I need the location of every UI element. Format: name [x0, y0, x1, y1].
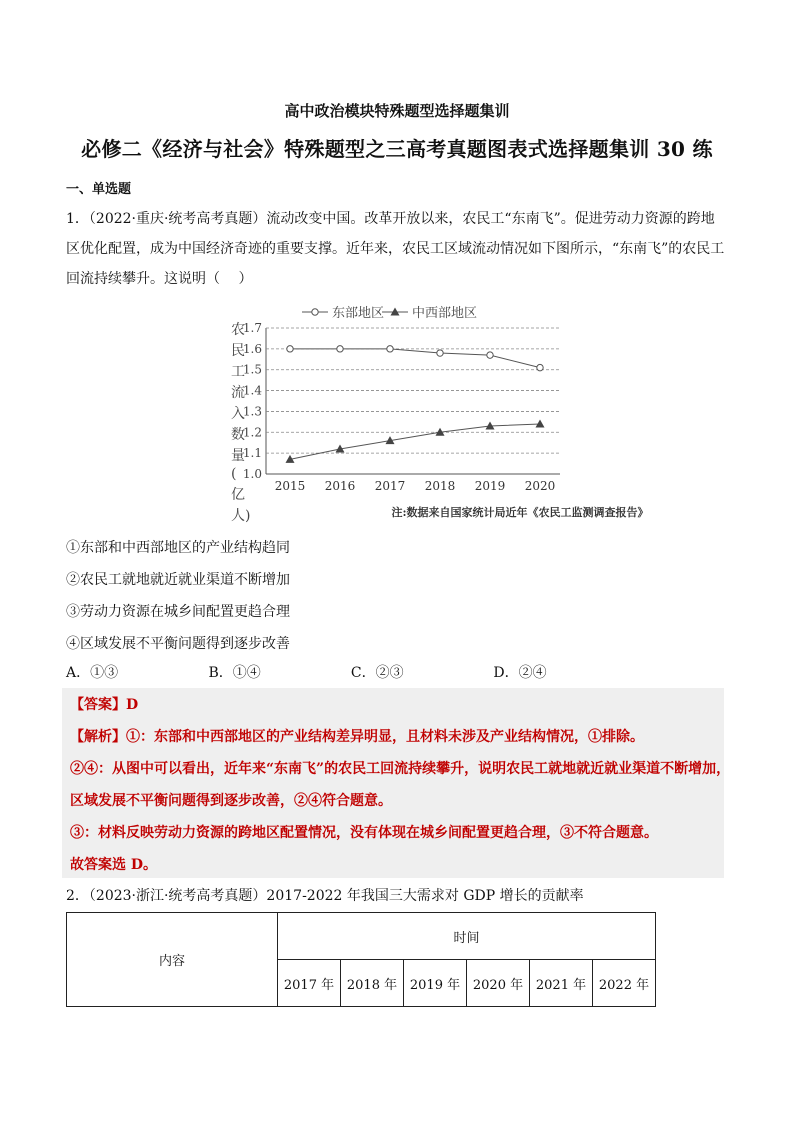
choice-c[interactable]: C．②③ — [350, 665, 404, 681]
y-axis-label-char: 民 — [231, 343, 245, 359]
chart-source-note: 注:数据来自国家统计局近年《农民工监测调查报告》 — [391, 506, 649, 519]
y-tick-label: 1.2 — [242, 425, 262, 440]
statement-3: ③劳动力资源在城乡间配置更趋合理 — [66, 604, 290, 620]
answer-explanation-box — [62, 688, 731, 878]
y-tick-label: 1.7 — [242, 321, 262, 335]
series-line-1 — [290, 424, 540, 459]
x-tick-label: 2016 — [324, 479, 356, 493]
page-title: 高中政治模块特殊题型选择题集训 — [284, 102, 510, 120]
table-header-content: 内容 — [67, 913, 278, 1007]
data-point-east — [537, 364, 543, 370]
statement-2: ②农民工就地就近就业渠道不断增加 — [66, 572, 290, 588]
table-header-year: 2017 年 — [278, 960, 341, 1007]
table-header-time: 时间 — [278, 913, 656, 960]
x-tick-label: 2018 — [424, 479, 456, 493]
answer-line: 【答案】D — [70, 697, 139, 713]
y-axis-label-char: 量 — [231, 448, 245, 464]
x-tick-label: 2017 — [374, 479, 406, 493]
statement-4: ④区域发展不平衡问题得到逐步改善 — [66, 636, 290, 652]
analysis-line-1: 【解析】①：东部和中西部地区的产业结构差异明显，且材料未涉及产业结构情况，①排除。 — [70, 729, 644, 745]
page-subtitle: 必修二《经济与社会》特殊题型之三高考真题图表式选择题集训 30 练 — [81, 137, 713, 161]
choice-d[interactable]: D．②④ — [493, 665, 547, 681]
data-point-east — [437, 350, 443, 356]
y-axis-label-char: 入 — [231, 406, 245, 422]
analysis-line-2: ②④：从图中可以看出，近年来“东南飞”的农民工回流持续攀升，说明农民工就地就近就业渠道不断增加， — [70, 761, 731, 777]
legend-label-east: 东部地区 — [332, 306, 385, 321]
table-header-year: 2021 年 — [530, 960, 593, 1007]
series-line-0 — [290, 349, 540, 368]
data-point-east — [287, 346, 293, 352]
gdp-contribution-table — [66, 912, 656, 1007]
question-1-line-2: 区优化配置，成为中国经济奇迹的重要支撑。近年来，农民工区域流动情况如下图所示，“东南飞”的农民工 — [66, 241, 725, 257]
analysis-line-3: 区域发展不平衡问题得到逐步改善，②④符合题意。 — [70, 793, 392, 809]
y-axis-label-char: ( — [231, 466, 237, 482]
data-point-east — [387, 346, 393, 352]
question-2-text: 2．（2023·浙江·统考高考真题）2017-2022 年我国三大需求对 GDP 增长的贡献率 — [66, 888, 584, 904]
y-tick-label: 1.0 — [242, 467, 262, 481]
data-point-central-west — [536, 419, 545, 427]
data-point-east — [487, 352, 493, 358]
analysis-line-4: ③：材料反映劳动力资源的跨地区配置情况，没有体现在城乡间配置更趋合理，③不符合题意。 — [70, 825, 658, 841]
y-tick-label: 1.6 — [242, 341, 262, 356]
table-header-year: 2018 年 — [341, 960, 404, 1007]
table-header-year: 2022 年 — [593, 960, 656, 1007]
y-axis-label-char: 农 — [231, 322, 245, 338]
y-axis-label-char: 工 — [231, 364, 245, 380]
x-tick-label: 2020 — [524, 479, 556, 493]
legend-label-central-west: 中西部地区 — [412, 306, 478, 321]
table-header-year: 2019 年 — [404, 960, 467, 1007]
y-tick-label: 1.5 — [242, 362, 262, 377]
migrant-worker-line-chart — [210, 298, 649, 526]
table-header-year: 2020 年 — [467, 960, 530, 1007]
y-tick-label: 1.1 — [242, 446, 262, 461]
choice-b[interactable]: B．①④ — [208, 665, 261, 681]
y-tick-label: 1.4 — [242, 383, 262, 398]
answer-choices — [66, 662, 666, 682]
y-axis-label-char: 亿 — [231, 487, 245, 503]
x-tick-label: 2019 — [474, 479, 506, 493]
analysis-conclusion: 故答案选 D。 — [70, 857, 158, 873]
data-point-east — [337, 346, 343, 352]
y-tick-label: 1.3 — [242, 404, 262, 419]
y-axis-label-char: 流 — [231, 385, 245, 401]
y-axis-label-char: 人) — [231, 508, 251, 524]
section-heading: 一、单选题 — [66, 182, 132, 197]
question-1-line-1: 1．（2022·重庆·统考高考真题）流动改变中国。改革开放以来，农民工“东南飞”。促进劳动力资源的跨地 — [66, 211, 715, 227]
choice-a[interactable]: A．①③ — [66, 665, 119, 681]
x-tick-label: 2015 — [274, 479, 306, 493]
question-1-line-3: 回流持续攀升。这说明（ ） — [66, 271, 253, 287]
statement-1: ①东部和中西部地区的产业结构趋同 — [66, 540, 290, 556]
y-axis-label-char: 数 — [231, 427, 245, 443]
